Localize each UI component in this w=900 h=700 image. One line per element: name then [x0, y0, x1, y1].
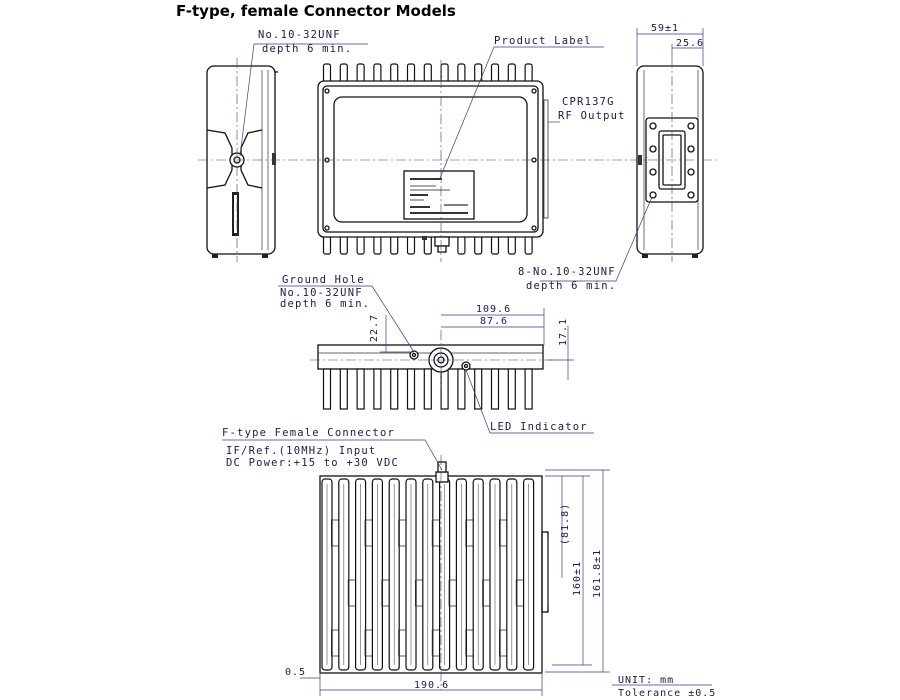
heatsink-fin	[391, 369, 398, 409]
top-view	[318, 345, 543, 409]
rf-output-callout-line1: CPR137G	[562, 96, 615, 108]
vertical-dimension-22-7: 22.7	[369, 313, 380, 342]
flange-holes-callout-line1: 8-No.10-32UNF	[518, 266, 616, 278]
product-label-plate	[404, 171, 474, 219]
heatsink-fin	[492, 369, 499, 409]
heatsink-fin	[357, 369, 364, 409]
heatsink-fin	[441, 369, 448, 409]
front-view	[318, 64, 548, 254]
right-side-view	[637, 66, 703, 258]
flange-offset-dimension: 25.6	[676, 38, 705, 49]
ground-hole-callout-line2: No.10-32UNF	[280, 287, 363, 299]
horizontal-dimension-87-6: 87.6	[480, 316, 509, 327]
ground-hole-callout-line3: depth 6 min.	[280, 298, 371, 310]
ground-hole-callout-line1: Ground Hole	[282, 274, 365, 286]
heatsink-fin	[374, 369, 381, 409]
tolerance-note: Tolerance ±0.5	[618, 688, 717, 699]
input-callout-line1: IF/Ref.(10MHz) Input	[226, 445, 377, 457]
heatsink-fin	[508, 369, 515, 409]
left-side-view	[207, 66, 278, 258]
total-height-dimension: 161.8±1	[592, 548, 603, 598]
input-callout-line2: DC Power:+15 to +30 VDC	[226, 457, 399, 469]
horizontal-dimension-109-6: 109.6	[476, 304, 512, 315]
heatsink-fin	[525, 369, 532, 409]
left-hole-callout-line2: depth 6 min.	[262, 43, 353, 55]
heatsink-fin	[424, 369, 431, 409]
vertical-dimension-17-1: 17.1	[558, 317, 569, 346]
heatsink-fin	[324, 369, 331, 409]
height-dimension: 160±1	[572, 560, 583, 596]
edge-offset-dimension: 0.5	[285, 667, 307, 678]
bottom-view-fins	[322, 479, 534, 670]
page-title: F-type, female Connector Models	[176, 2, 456, 20]
top-view-fins	[324, 369, 533, 409]
product-label-callout: Product Label	[494, 35, 592, 47]
rf-output-callout-line2: RF Output	[558, 110, 626, 122]
flange-holes-callout-line2: depth 6 min.	[526, 280, 617, 292]
unit-note: UNIT: mm	[618, 675, 675, 686]
width-dimension: 190.6	[414, 680, 450, 691]
vertical-dimension-81-8: (81.8)	[560, 502, 571, 545]
connector-callout: F-type Female Connector	[222, 427, 395, 439]
heatsink-fin	[340, 369, 347, 409]
bottom-view	[320, 462, 548, 673]
left-hole-callout-line1: No.10-32UNF	[258, 29, 341, 41]
depth-dimension: 59±1	[651, 23, 680, 34]
heatsink-fin	[408, 369, 415, 409]
led-indicator-callout: LED Indicator	[490, 421, 588, 433]
heatsink-fin	[458, 369, 465, 409]
